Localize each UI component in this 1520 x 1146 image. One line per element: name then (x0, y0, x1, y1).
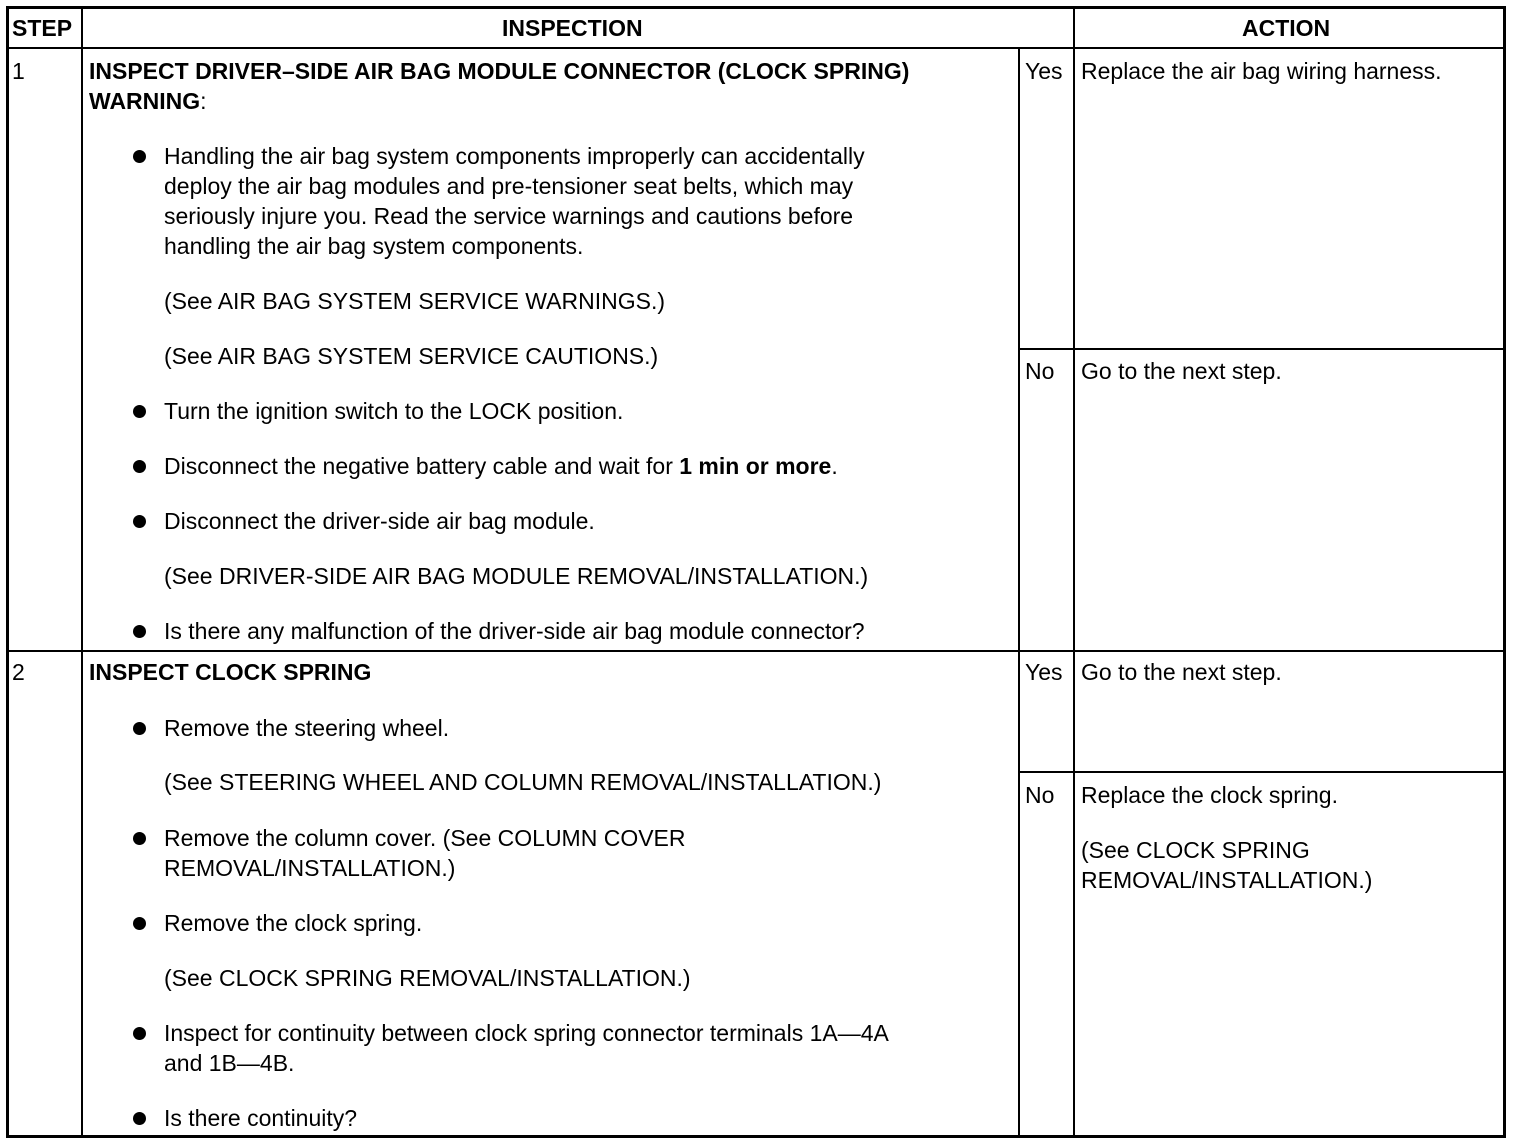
row1-no-label: No (1025, 358, 1055, 384)
row2-no-action-ref-line2: REMOVAL/INSTALLATION.) (1081, 867, 1373, 893)
divider-yesno-action (1073, 8, 1075, 1136)
row2-item-3-ref: (See CLOCK SPRING REMOVAL/INSTALLATION.) (164, 965, 691, 991)
divider-step-inspection (81, 8, 83, 1136)
row-divider (8, 650, 1504, 652)
row2-item-1: Remove the steering wheel. (164, 715, 450, 741)
step-number-2: 2 (12, 659, 25, 685)
row2-yes-label: Yes (1025, 659, 1063, 685)
bullet-icon (133, 515, 146, 528)
row1-item-1-line3: seriously injure you. Read the service warnings and cautions before (164, 203, 854, 229)
row1-yes-no-divider (1018, 348, 1504, 350)
row2-item-4-line1: Inspect for continuity between clock spring connector terminals 1A—4A (164, 1020, 889, 1046)
row1-item-3-period: . (831, 453, 838, 479)
row2-no-label: No (1025, 782, 1055, 808)
row1-warning (89, 86, 207, 116)
warning-label: WARNING (89, 88, 201, 114)
row2-item-5: Is there continuity? (164, 1105, 358, 1131)
bullet-icon (133, 722, 146, 735)
header-inspection: INSPECTION (502, 15, 643, 41)
row2-item-4-line2: and 1B—4B. (164, 1050, 295, 1076)
row1-item-4: Disconnect the driver-side air bag module. (164, 508, 595, 534)
row2-item-3: Remove the clock spring. (164, 910, 423, 936)
header-divider (8, 47, 1504, 49)
row1-item-1-line2: deploy the air bag modules and pre-tensioner seat belts, which may (164, 173, 854, 199)
divider-inspection-yesno (1018, 48, 1020, 1136)
row2-item-2-line1: Remove the column cover. (See COLUMN COVER (164, 825, 686, 851)
row1-yes-action: Replace the air bag wiring harness. (1081, 58, 1442, 84)
row2-item-1-ref: (See STEERING WHEEL AND COLUMN REMOVAL/INSTALLATION.) (164, 769, 882, 795)
header-action: ACTION (1242, 15, 1331, 41)
row1-item-3 (164, 451, 838, 481)
row1-item-2: Turn the ignition switch to the LOCK position. (164, 398, 624, 424)
row1-item-3-duration: 1 min or more (679, 453, 832, 479)
step-number-1: 1 (12, 58, 25, 84)
bullet-icon (133, 1027, 146, 1040)
row1-no-action: Go to the next step. (1081, 358, 1282, 384)
bullet-icon (133, 1112, 146, 1125)
row1-title: INSPECT DRIVER–SIDE AIR BAG MODULE CONNECTOR (CLOCK SPRING) (89, 58, 910, 84)
warning-colon: : (200, 88, 207, 114)
row1-item-4-ref: (See DRIVER-SIDE AIR BAG MODULE REMOVAL/INSTALLATION.) (164, 563, 869, 589)
row2-yes-action: Go to the next step. (1081, 659, 1282, 685)
row1-item-3-text: Disconnect the negative battery cable and wait for (164, 453, 680, 479)
bullet-icon (133, 625, 146, 638)
row2-title: INSPECT CLOCK SPRING (89, 659, 372, 685)
bullet-icon (133, 917, 146, 930)
bullet-icon (133, 832, 146, 845)
row1-item-5: Is there any malfunction of the driver-side air bag module connector? (164, 618, 865, 644)
row1-item-1-ref-warnings: (See AIR BAG SYSTEM SERVICE WARNINGS.) (164, 288, 666, 314)
row2-no-action-ref-line1: (See CLOCK SPRING (1081, 837, 1310, 863)
bullet-icon (133, 405, 146, 418)
row1-yes-label: Yes (1025, 58, 1063, 84)
bullet-icon (133, 150, 146, 163)
row2-yes-no-divider (1018, 771, 1504, 773)
row2-item-2-line2: REMOVAL/INSTALLATION.) (164, 855, 456, 881)
row1-item-1-ref-cautions: (See AIR BAG SYSTEM SERVICE CAUTIONS.) (164, 343, 659, 369)
row1-item-1-line4: handling the air bag system components. (164, 233, 584, 259)
row1-item-1-line1: Handling the air bag system components improperly can accidentally (164, 143, 865, 169)
row2-no-action: Replace the clock spring. (1081, 782, 1338, 808)
bullet-icon (133, 460, 146, 473)
header-step: STEP (12, 15, 73, 41)
